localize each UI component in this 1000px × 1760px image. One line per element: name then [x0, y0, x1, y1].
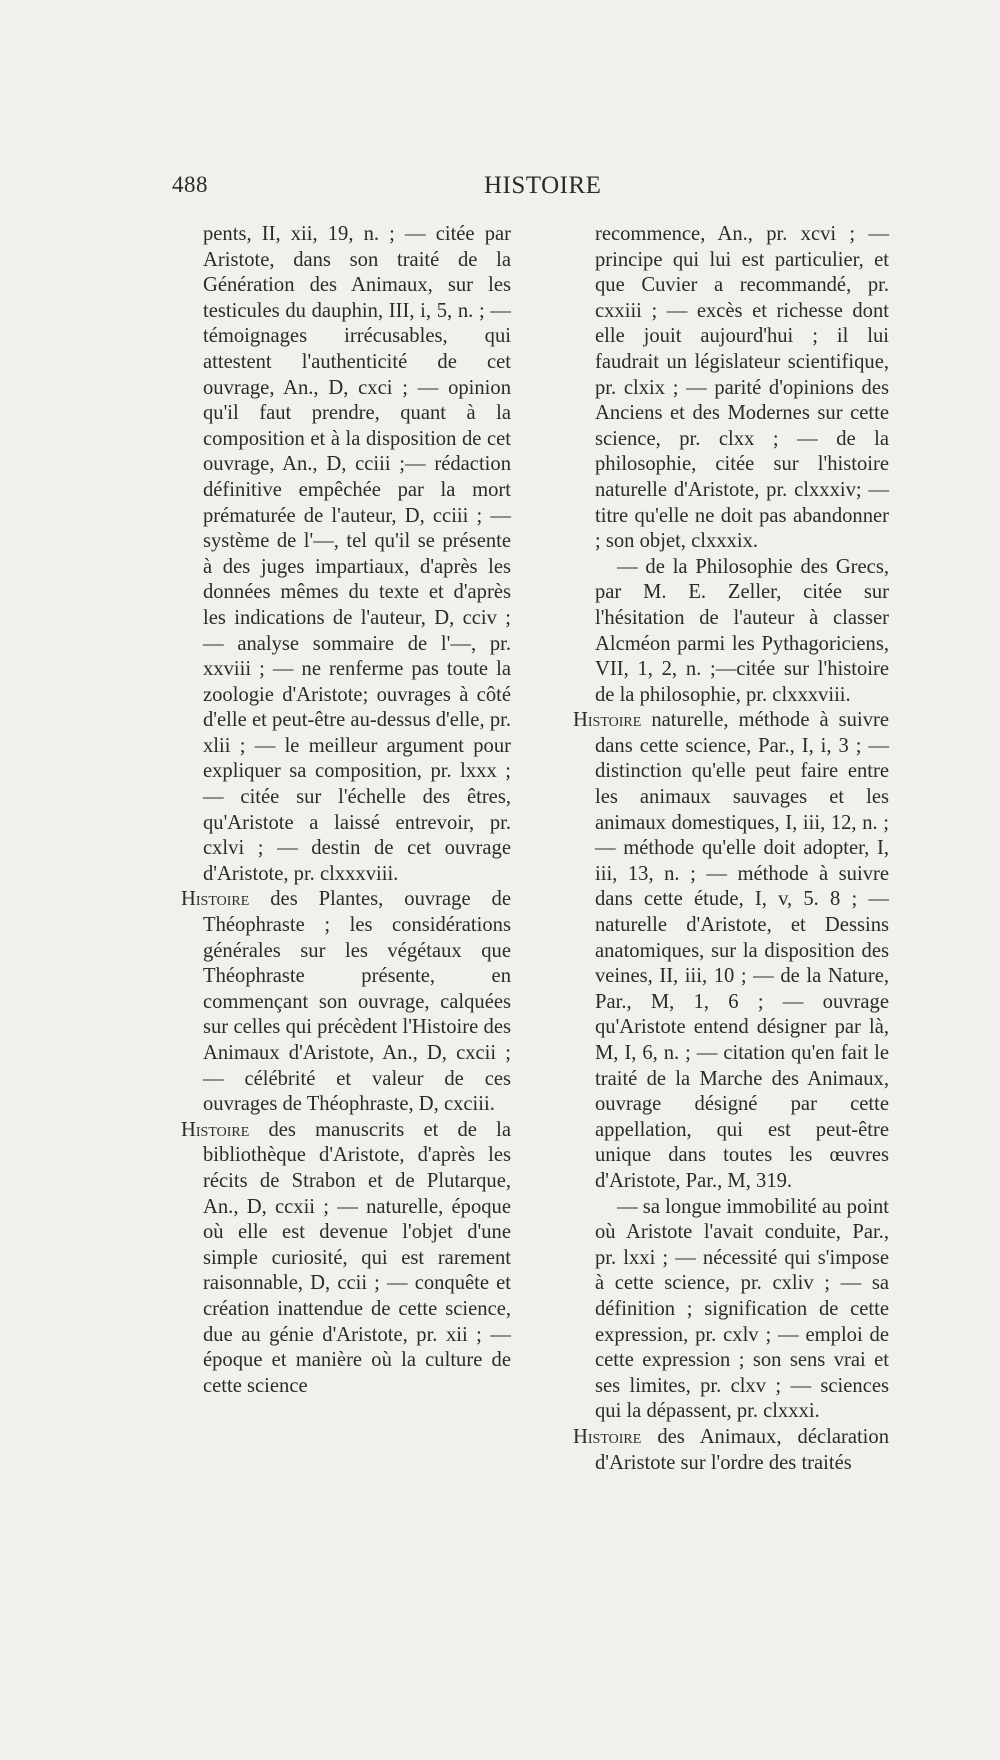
- index-subentry: — sa longue immobilité au point où Aristote l'avait conduite, Par., pr. lxxi ; — nécessité qui s'impose à cette science, pr. cxliv ; — sa définition ; signification de cette expression, pr. cxlv ; — emploi de cette expression ; son sens vrai et ses limites, pr. clxv ; — sciences qui la dépassent, pr. clxxxi.: [595, 1195, 889, 1423]
- entry-headword: Histoire: [573, 709, 642, 732]
- entry-text: des manuscrits et de la bibliothèque d'Aristote, d'après les récits de Strabon et de Plutarque, An., D, ccxii ; — naturelle, époque où elle est devenue l'objet d'une simple curiosité, qui est rarement raisonnable, D, ccii ; — conquête et création inattendue de cette science, due au génie d'Aristote, pr. xii ; — époque et manière où la culture de cette science: [203, 1118, 511, 1397]
- entry-headword: Histoire: [181, 1118, 250, 1141]
- entry-continuation: pents, II, xii, 19, n. ; — citée par Aristote, dans son traité de la Génération des Animaux, sur les testicules du dauphin, III, i, 5, n. ; — témoignages irrécusables, qui attestent l'authenticité de cet ouvrage, An., D, cxci ; — opinion qu'il faut prendre, quant à la composition et à la disposition de cet ouvrage, An., D, cciii ;— rédaction définitive empêchée par la mort prématurée de l'auteur, D, cciii ; — système de l'—, tel qu'il se présente à des juges impartiaux, d'après les données mêmes du texte et d'après les indications de l'auteur, D, cciv ; — analyse sommaire de l'—, pr. xxviii ; — ne renferme pas toute la zoologie d'Aristote; ouvrages à côté d'elle et peut-être au-dessus d'elle, pr. xlii ; — le meilleur argument pour expliquer sa composition, pr. lxxx ; — citée sur l'échelle des êtres, qu'Aristote a laissé entrevoir, pr. cxlvi ; — destin de cet ouvrage d'Aristote, pr. clxxxviii.: [203, 223, 511, 885]
- entry-text: des Plantes, ouvrage de Théophraste ; les considérations générales sur les végétaux que Théophraste présente, en commençant son ouvrage, calquées sur celles qui précèdent l'Histoire des Animaux d'Aristote, An., D, cxcii ; — célébrité et valeur de ces ouvrages de Théophraste, D, cxciii.: [203, 888, 511, 1116]
- entry-text: naturelle, méthode à suivre dans cette science, Par., I, i, 3 ; — distinction qu'elle peut faire entre les animaux sauvages et les animaux domestiques, I, iii, 12, n. ; — méthode qu'elle doit adopter, I, iii, 13, n. ; — méthode à suivre dans cette étude, I, v, 5. 8 ; — naturelle d'Aristote, et Dessins anatomiques, sur la disposition des veines, II, iii, 10 ; — de la Nature, Par., M, 1, 6 ; — ouvrage qu'Aristote entend désigner par là, M, I, 6, n. ; — citation qu'en fait le traité de la Marche des Animaux, ouvrage désigné par cette appellation, qui est peut-être unique dans toutes les œuvres d'Aristote, Par., M, 319.: [595, 709, 889, 1192]
- entry-headword: Histoire: [573, 1425, 642, 1448]
- index-entry: [181, 1118, 511, 1400]
- entry-continuation: recommence, An., pr. xcvi ; — principe qui lui est particulier, et que Cuvier a recommandé, pr. cxxiii ; — excès et richesse dont elle jouit aujourd'hui ; il lui faudrait un législateur scientifique, pr. clxix ; — parité d'opinions des Anciens et des Modernes sur cette science, pr. clxx ; — de la philosophie, citée sur l'histoire naturelle d'Aristote, pr. clxxxiv; — titre qu'elle ne doit pas abandonner ; son objet, clxxxix.: [595, 223, 889, 553]
- index-entry: [181, 887, 511, 1117]
- running-title: HISTOIRE: [484, 172, 602, 199]
- index-subentry: — de la Philosophie des Grecs, par M. E. Zeller, citée sur l'hésitation de l'auteur à classer Alcméon parmi les Pythagoriciens, VII, 1, 2, n. ;—citée sur l'histoire de la philosophie, pr. clxxxviii.: [595, 555, 889, 706]
- entry-text: des Animaux, déclaration d'Aristote sur l'ordre des traités: [595, 1425, 889, 1474]
- index-entry: [573, 708, 889, 1194]
- page-number: 488: [172, 172, 208, 197]
- entry-headword: Histoire: [181, 888, 250, 911]
- index-entry: [573, 1425, 889, 1476]
- page-header: [172, 172, 872, 212]
- left-column: [181, 222, 511, 1399]
- right-column: [573, 222, 889, 1476]
